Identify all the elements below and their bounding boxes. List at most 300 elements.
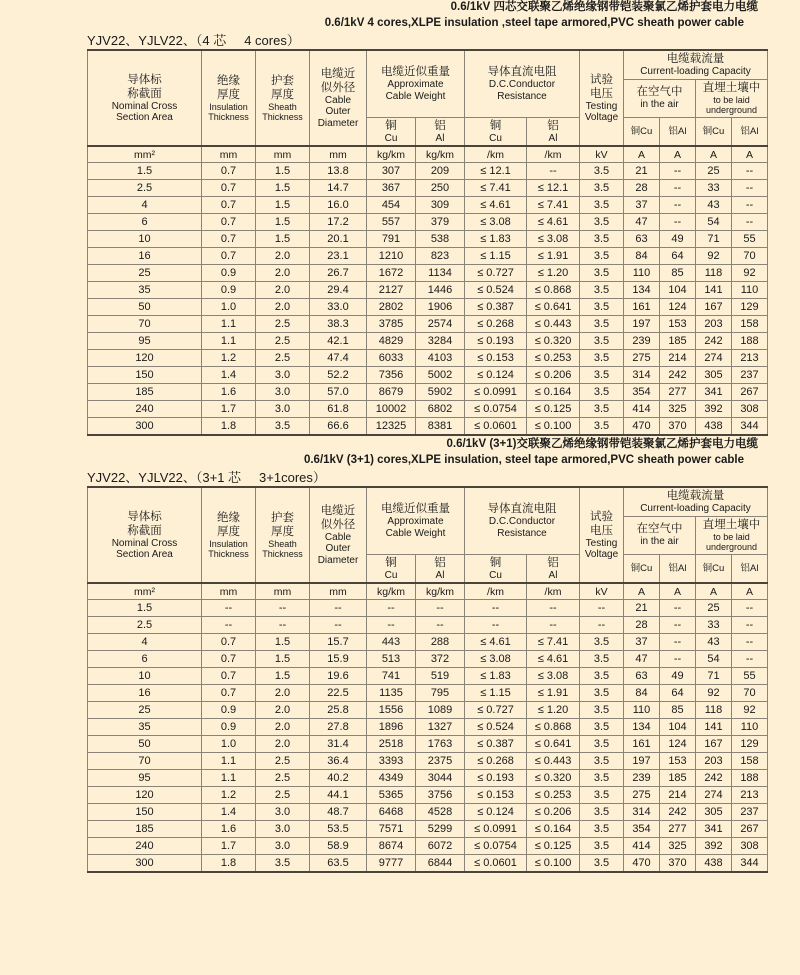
table-cell: 2.0 bbox=[256, 265, 310, 282]
table-cell: -- bbox=[527, 163, 580, 180]
spec-section-3plus1-cores bbox=[0, 437, 800, 873]
model-cores-cn: 3+1 芯 bbox=[202, 470, 242, 485]
unit-cell: mm bbox=[310, 146, 367, 163]
section-title-cn: 0.6/1kV 四芯交联聚乙烯绝缘钢带铠装聚氯乙烯护套电力电缆 bbox=[450, 1, 758, 13]
table-cell: 2.5 bbox=[256, 770, 310, 787]
table-cell: ≤ 0.0991 bbox=[465, 821, 527, 838]
table-cell: -- bbox=[732, 634, 768, 651]
table-cell: -- bbox=[580, 617, 624, 634]
table-cell: 3.0 bbox=[256, 367, 310, 384]
unit-cell: kg/km bbox=[367, 146, 416, 163]
table-cell: 1327 bbox=[416, 719, 465, 736]
table-cell: 242 bbox=[660, 804, 696, 821]
unit-cell: A bbox=[624, 583, 660, 600]
table-cell: 213 bbox=[732, 350, 768, 367]
table-cell: 36.4 bbox=[310, 753, 367, 770]
table-cell: 1.5 bbox=[256, 651, 310, 668]
header-underground-cu: 铜Cu bbox=[696, 554, 732, 583]
unit-cell: mm bbox=[310, 583, 367, 600]
table-cell: 70 bbox=[732, 248, 768, 265]
table-cell: -- bbox=[202, 600, 256, 617]
table-cell: 3.5 bbox=[580, 719, 624, 736]
table-cell: 1.5 bbox=[256, 214, 310, 231]
table-cell: 161 bbox=[624, 299, 660, 316]
table-cell: 141 bbox=[696, 282, 732, 299]
table-cell: 0.9 bbox=[202, 282, 256, 299]
row-nominal-section: 6 bbox=[88, 651, 202, 668]
table-cell: 325 bbox=[660, 401, 696, 418]
row-nominal-section: 2.5 bbox=[88, 180, 202, 197]
table-cell: -- bbox=[367, 600, 416, 617]
table-cell: 3.5 bbox=[580, 384, 624, 401]
table-cell: 3.5 bbox=[580, 180, 624, 197]
table-cell: 344 bbox=[732, 418, 768, 436]
table-row bbox=[88, 197, 768, 214]
table-cell: ≤ 1.15 bbox=[465, 685, 527, 702]
table-cell: 1.8 bbox=[202, 855, 256, 873]
table-cell: 3.5 bbox=[580, 282, 624, 299]
table-row bbox=[88, 350, 768, 367]
table-cell: 314 bbox=[624, 804, 660, 821]
table-cell: 3.5 bbox=[580, 367, 624, 384]
table-cell: 49 bbox=[660, 231, 696, 248]
table-cell: 5365 bbox=[367, 787, 416, 804]
table-row bbox=[88, 855, 768, 873]
table-cell: 40.2 bbox=[310, 770, 367, 787]
table-cell: 2.0 bbox=[256, 736, 310, 753]
header-resistance-cu: 铜 Cu bbox=[465, 117, 527, 146]
table-row bbox=[88, 668, 768, 685]
table-cell: -- bbox=[732, 651, 768, 668]
table-cell: ≤ 4.61 bbox=[527, 651, 580, 668]
table-cell: 47 bbox=[624, 214, 660, 231]
row-nominal-section: 50 bbox=[88, 299, 202, 316]
section-titles bbox=[0, 437, 800, 468]
unit-cell: mm² bbox=[88, 146, 202, 163]
table-cell: 2.0 bbox=[256, 702, 310, 719]
table-row bbox=[88, 418, 768, 436]
table-cell: 519 bbox=[416, 668, 465, 685]
table-cell: 52.2 bbox=[310, 367, 367, 384]
table-row bbox=[88, 770, 768, 787]
spec-section-4-cores bbox=[0, 0, 800, 436]
table-cell: ≤ 0.153 bbox=[465, 350, 527, 367]
table-cell: 3.5 bbox=[580, 804, 624, 821]
table-row bbox=[88, 316, 768, 333]
table-cell: 0.9 bbox=[202, 719, 256, 736]
model-designation bbox=[87, 32, 800, 49]
table-cell: 237 bbox=[732, 804, 768, 821]
header-nominal-section: 导体标 称截面 Nominal Cross Section Area bbox=[88, 487, 202, 583]
table-cell: 110 bbox=[732, 282, 768, 299]
row-nominal-section: 25 bbox=[88, 702, 202, 719]
table-cell: 110 bbox=[732, 719, 768, 736]
table-cell: 92 bbox=[732, 702, 768, 719]
table-cell: 25 bbox=[696, 600, 732, 617]
table-cell: 4528 bbox=[416, 804, 465, 821]
table-cell: ≤ 0.0754 bbox=[465, 401, 527, 418]
table-cell: 305 bbox=[696, 804, 732, 821]
table-row bbox=[88, 804, 768, 821]
table-cell: ≤ 0.443 bbox=[527, 753, 580, 770]
table-cell: 5299 bbox=[416, 821, 465, 838]
header-sub-in-the-air: 在空气中 in the air bbox=[624, 516, 696, 554]
table-row bbox=[88, 282, 768, 299]
table-cell: 309 bbox=[416, 197, 465, 214]
table-cell: 6844 bbox=[416, 855, 465, 873]
table-cell: 791 bbox=[367, 231, 416, 248]
header-resistance-al: 铝 Al bbox=[527, 117, 580, 146]
table-cell: 15.9 bbox=[310, 651, 367, 668]
table-cell: 33 bbox=[696, 180, 732, 197]
table-cell: 23.1 bbox=[310, 248, 367, 265]
table-cell: ≤ 0.268 bbox=[465, 753, 527, 770]
table-cell: 274 bbox=[696, 350, 732, 367]
table-cell: 61.8 bbox=[310, 401, 367, 418]
table-cell: 5002 bbox=[416, 367, 465, 384]
unit-cell: kg/km bbox=[367, 583, 416, 600]
table-cell: 92 bbox=[732, 265, 768, 282]
table-cell: 275 bbox=[624, 787, 660, 804]
header-insulation-thickness: 绝缘 厚度 Insulation Thickness bbox=[202, 50, 256, 146]
header-underground-al: 铝Al bbox=[732, 117, 768, 146]
unit-cell: mm bbox=[202, 146, 256, 163]
table-cell: 1.1 bbox=[202, 770, 256, 787]
table-cell: ≤ 0.193 bbox=[465, 770, 527, 787]
row-nominal-section: 1.5 bbox=[88, 163, 202, 180]
table-cell: 2.0 bbox=[256, 299, 310, 316]
table-cell: 239 bbox=[624, 770, 660, 787]
header-weight-al: 铝 Al bbox=[416, 117, 465, 146]
row-nominal-section: 185 bbox=[88, 384, 202, 401]
table-row bbox=[88, 367, 768, 384]
table-cell: ≤ 0.524 bbox=[465, 719, 527, 736]
table-cell: 3.5 bbox=[580, 753, 624, 770]
row-nominal-section: 120 bbox=[88, 350, 202, 367]
table-cell: 64 bbox=[660, 685, 696, 702]
header-nominal-section: 导体标 称截面 Nominal Cross Section Area bbox=[88, 50, 202, 146]
table-cell: 1.1 bbox=[202, 316, 256, 333]
table-row bbox=[88, 384, 768, 401]
table-cell: ≤ 0.268 bbox=[465, 316, 527, 333]
table-cell: 1.7 bbox=[202, 401, 256, 418]
header-insulation-thickness: 绝缘 厚度 Insulation Thickness bbox=[202, 487, 256, 583]
header-sub-underground: 直埋土壤中 to be laid underground bbox=[696, 79, 768, 117]
table-cell: ≤ 0.100 bbox=[527, 418, 580, 436]
table-cell: 14.7 bbox=[310, 180, 367, 197]
table-cell: 167 bbox=[696, 299, 732, 316]
table-cell: 43 bbox=[696, 634, 732, 651]
model-cores-en: 4 cores bbox=[244, 33, 287, 48]
header-cable-outer-diameter: 电缆近 似外径 Cable Outer Diameter bbox=[310, 50, 367, 146]
table-cell: ≤ 1.83 bbox=[465, 668, 527, 685]
unit-cell: A bbox=[732, 146, 768, 163]
section-title-en: 0.6/1kV (3+1) cores,XLPE insulation, steel tape armored,PVC sheath power cable bbox=[303, 454, 744, 466]
model-prefix: YJV22、YJLV22、（ bbox=[87, 470, 203, 485]
row-nominal-section: 50 bbox=[88, 736, 202, 753]
table-cell: 12325 bbox=[367, 418, 416, 436]
model-designation bbox=[87, 469, 800, 486]
table-cell: 47.4 bbox=[310, 350, 367, 367]
table-cell: 54 bbox=[696, 651, 732, 668]
table-cell: -- bbox=[256, 617, 310, 634]
table-cell: -- bbox=[465, 617, 527, 634]
table-cell: 1134 bbox=[416, 265, 465, 282]
table-cell: 0.7 bbox=[202, 197, 256, 214]
table-cell: 242 bbox=[660, 367, 696, 384]
table-cell: 3.5 bbox=[580, 299, 624, 316]
table-cell: 3044 bbox=[416, 770, 465, 787]
model-cores-cn: 4 芯 bbox=[202, 33, 227, 48]
unit-cell: A bbox=[660, 146, 696, 163]
table-cell: 341 bbox=[696, 821, 732, 838]
table-cell: 3756 bbox=[416, 787, 465, 804]
table-cell: 185 bbox=[660, 333, 696, 350]
table-cell: ≤ 1.83 bbox=[465, 231, 527, 248]
table-cell: 1210 bbox=[367, 248, 416, 265]
table-cell: ≤ 0.0754 bbox=[465, 838, 527, 855]
section-title-cn: 0.6/1kV (3+1)交联聚乙烯绝缘钢带铠装聚氯乙烯护套电力电缆 bbox=[446, 438, 758, 450]
unit-cell: A bbox=[660, 583, 696, 600]
table-cell: -- bbox=[527, 617, 580, 634]
table-cell: ≤ 0.641 bbox=[527, 299, 580, 316]
table-cell: 1.5 bbox=[256, 197, 310, 214]
table-cell: 158 bbox=[732, 316, 768, 333]
table-cell: 13.8 bbox=[310, 163, 367, 180]
table-cell: 2.5 bbox=[256, 333, 310, 350]
row-nominal-section: 185 bbox=[88, 821, 202, 838]
table-row bbox=[88, 180, 768, 197]
table-cell: 66.6 bbox=[310, 418, 367, 436]
table-cell: 3.0 bbox=[256, 384, 310, 401]
table-cell: 47 bbox=[624, 651, 660, 668]
table-cell: 3.5 bbox=[256, 855, 310, 873]
model-cores-en: 3+1cores bbox=[259, 470, 313, 485]
row-nominal-section: 6 bbox=[88, 214, 202, 231]
table-cell: 3.5 bbox=[580, 634, 624, 651]
table-cell: 0.7 bbox=[202, 180, 256, 197]
table-cell: 314 bbox=[624, 367, 660, 384]
table-cell: ≤ 0.443 bbox=[527, 316, 580, 333]
header-air-al: 铝Al bbox=[660, 554, 696, 583]
header-group-current-loading-capacity: 电缆载流量 Current-loading Capacity bbox=[624, 487, 768, 516]
table-cell: 3.5 bbox=[580, 685, 624, 702]
table-cell: -- bbox=[660, 651, 696, 668]
row-nominal-section: 120 bbox=[88, 787, 202, 804]
unit-cell: kV bbox=[580, 146, 624, 163]
table-cell: 4829 bbox=[367, 333, 416, 350]
table-body bbox=[88, 146, 768, 435]
table-cell: ≤ 0.868 bbox=[527, 282, 580, 299]
table-row bbox=[88, 787, 768, 804]
table-row bbox=[88, 736, 768, 753]
header-air-cu: 铜Cu bbox=[624, 117, 660, 146]
table-cell: 20.1 bbox=[310, 231, 367, 248]
table-cell: 325 bbox=[660, 838, 696, 855]
table-cell: 21 bbox=[624, 163, 660, 180]
table-cell: -- bbox=[660, 163, 696, 180]
table-cell: 3.5 bbox=[580, 163, 624, 180]
row-nominal-section: 25 bbox=[88, 265, 202, 282]
table-cell: 197 bbox=[624, 753, 660, 770]
table-cell: 3.5 bbox=[580, 770, 624, 787]
table-cell: 1089 bbox=[416, 702, 465, 719]
unit-cell: A bbox=[624, 146, 660, 163]
table-cell: ≤ 0.124 bbox=[465, 367, 527, 384]
table-row bbox=[88, 600, 768, 617]
table-row bbox=[88, 214, 768, 231]
table-cell: 470 bbox=[624, 418, 660, 436]
table-cell: 134 bbox=[624, 282, 660, 299]
table-cell: ≤ 0.387 bbox=[465, 299, 527, 316]
table-cell: 308 bbox=[732, 838, 768, 855]
unit-cell: kg/km bbox=[416, 583, 465, 600]
table-cell: 3.5 bbox=[580, 787, 624, 804]
table-cell: ≤ 0.164 bbox=[527, 821, 580, 838]
table-cell: -- bbox=[732, 214, 768, 231]
table-cell: 84 bbox=[624, 248, 660, 265]
table-cell: 443 bbox=[367, 634, 416, 651]
table-cell: 3.5 bbox=[580, 855, 624, 873]
table-cell: 0.7 bbox=[202, 668, 256, 685]
table-cell: -- bbox=[660, 180, 696, 197]
table-cell: 118 bbox=[696, 265, 732, 282]
unit-cell: /km bbox=[465, 146, 527, 163]
table-row bbox=[88, 838, 768, 855]
table-cell: 1672 bbox=[367, 265, 416, 282]
header-underground-cu: 铜Cu bbox=[696, 117, 732, 146]
table-cell: 10002 bbox=[367, 401, 416, 418]
table-cell: ≤ 0.727 bbox=[465, 702, 527, 719]
cable-spec-table-4-cores bbox=[87, 49, 768, 436]
table-cell: 203 bbox=[696, 753, 732, 770]
table-cell: 70 bbox=[732, 685, 768, 702]
table-cell: 49 bbox=[660, 668, 696, 685]
table-cell: 237 bbox=[732, 367, 768, 384]
table-cell: 1906 bbox=[416, 299, 465, 316]
table-cell: 438 bbox=[696, 418, 732, 436]
table-row bbox=[88, 821, 768, 838]
table-cell: 9777 bbox=[367, 855, 416, 873]
row-nominal-section: 150 bbox=[88, 804, 202, 821]
table-cell: 25 bbox=[696, 163, 732, 180]
model-prefix: YJV22、YJLV22、（ bbox=[87, 33, 203, 48]
table-cell: 8381 bbox=[416, 418, 465, 436]
unit-cell: mm² bbox=[88, 583, 202, 600]
row-nominal-section: 70 bbox=[88, 753, 202, 770]
table-units-row bbox=[88, 583, 768, 600]
model-suffix: ） bbox=[312, 470, 326, 485]
table-cell: 2.5 bbox=[256, 350, 310, 367]
table-cell: 2.0 bbox=[256, 719, 310, 736]
header-cable-outer-diameter: 电缆近 似外径 Cable Outer Diameter bbox=[310, 487, 367, 583]
table-cell: ≤ 0.868 bbox=[527, 719, 580, 736]
table-cell: 6468 bbox=[367, 804, 416, 821]
table-row bbox=[88, 634, 768, 651]
table-row bbox=[88, 299, 768, 316]
header-testing-voltage: 试验 电压 Testing Voltage bbox=[580, 50, 624, 146]
table-cell: 3.0 bbox=[256, 821, 310, 838]
table-cell: 0.7 bbox=[202, 685, 256, 702]
table-cell: 2.0 bbox=[256, 282, 310, 299]
table-cell: 0.9 bbox=[202, 265, 256, 282]
row-nominal-section: 1.5 bbox=[88, 600, 202, 617]
table-cell: 392 bbox=[696, 838, 732, 855]
table-cell: 57.0 bbox=[310, 384, 367, 401]
table-cell: 267 bbox=[732, 821, 768, 838]
header-group-current-loading-capacity: 电缆载流量 Current-loading Capacity bbox=[624, 50, 768, 79]
table-cell: 370 bbox=[660, 855, 696, 873]
table-row bbox=[88, 651, 768, 668]
table-cell: 37 bbox=[624, 634, 660, 651]
table-cell: ≤ 0.727 bbox=[465, 265, 527, 282]
table-cell: -- bbox=[580, 600, 624, 617]
table-cell: 3.5 bbox=[580, 702, 624, 719]
table-cell: 538 bbox=[416, 231, 465, 248]
table-cell: 1.1 bbox=[202, 753, 256, 770]
table-row bbox=[88, 702, 768, 719]
table-cell: 242 bbox=[696, 770, 732, 787]
table-cell: 392 bbox=[696, 401, 732, 418]
table-cell: 0.7 bbox=[202, 651, 256, 668]
row-nominal-section: 10 bbox=[88, 668, 202, 685]
table-cell: 64 bbox=[660, 248, 696, 265]
table-cell: 43 bbox=[696, 197, 732, 214]
table-cell: 92 bbox=[696, 685, 732, 702]
table-cell: 4349 bbox=[367, 770, 416, 787]
unit-cell: /km bbox=[527, 146, 580, 163]
table-cell: ≤ 0.100 bbox=[527, 855, 580, 873]
row-nominal-section: 10 bbox=[88, 231, 202, 248]
row-nominal-section: 4 bbox=[88, 634, 202, 651]
row-nominal-section: 16 bbox=[88, 248, 202, 265]
header-sub-in-the-air: 在空气中 in the air bbox=[624, 79, 696, 117]
table-cell: 53.5 bbox=[310, 821, 367, 838]
table-cell: 2.0 bbox=[256, 248, 310, 265]
table-cell: 2.5 bbox=[256, 316, 310, 333]
table-cell: 28 bbox=[624, 617, 660, 634]
table-cell: 3.0 bbox=[256, 838, 310, 855]
unit-cell: mm bbox=[256, 583, 310, 600]
table-cell: 71 bbox=[696, 668, 732, 685]
table-cell: 3.5 bbox=[580, 265, 624, 282]
table-cell: -- bbox=[660, 634, 696, 651]
header-underground-al: 铝Al bbox=[732, 554, 768, 583]
table-cell: 63 bbox=[624, 231, 660, 248]
table-cell: 42.1 bbox=[310, 333, 367, 350]
table-cell: -- bbox=[202, 617, 256, 634]
header-weight-cu: 铜 Cu bbox=[367, 554, 416, 583]
table-cell: 19.6 bbox=[310, 668, 367, 685]
unit-cell: mm bbox=[202, 583, 256, 600]
table-cell: 55 bbox=[732, 668, 768, 685]
table-cell: 85 bbox=[660, 265, 696, 282]
table-cell: ≤ 0.206 bbox=[527, 367, 580, 384]
unit-cell: kg/km bbox=[416, 146, 465, 163]
table-cell: 3.5 bbox=[256, 418, 310, 436]
table-cell: 370 bbox=[660, 418, 696, 436]
row-nominal-section: 4 bbox=[88, 197, 202, 214]
row-nominal-section: 35 bbox=[88, 719, 202, 736]
table-cell: 3.5 bbox=[580, 821, 624, 838]
table-cell: 84 bbox=[624, 685, 660, 702]
table-cell: 1896 bbox=[367, 719, 416, 736]
table-cell: 17.2 bbox=[310, 214, 367, 231]
table-cell: ≤ 1.15 bbox=[465, 248, 527, 265]
row-nominal-section: 300 bbox=[88, 855, 202, 873]
table-cell: 1.0 bbox=[202, 736, 256, 753]
table-cell: 29.4 bbox=[310, 282, 367, 299]
